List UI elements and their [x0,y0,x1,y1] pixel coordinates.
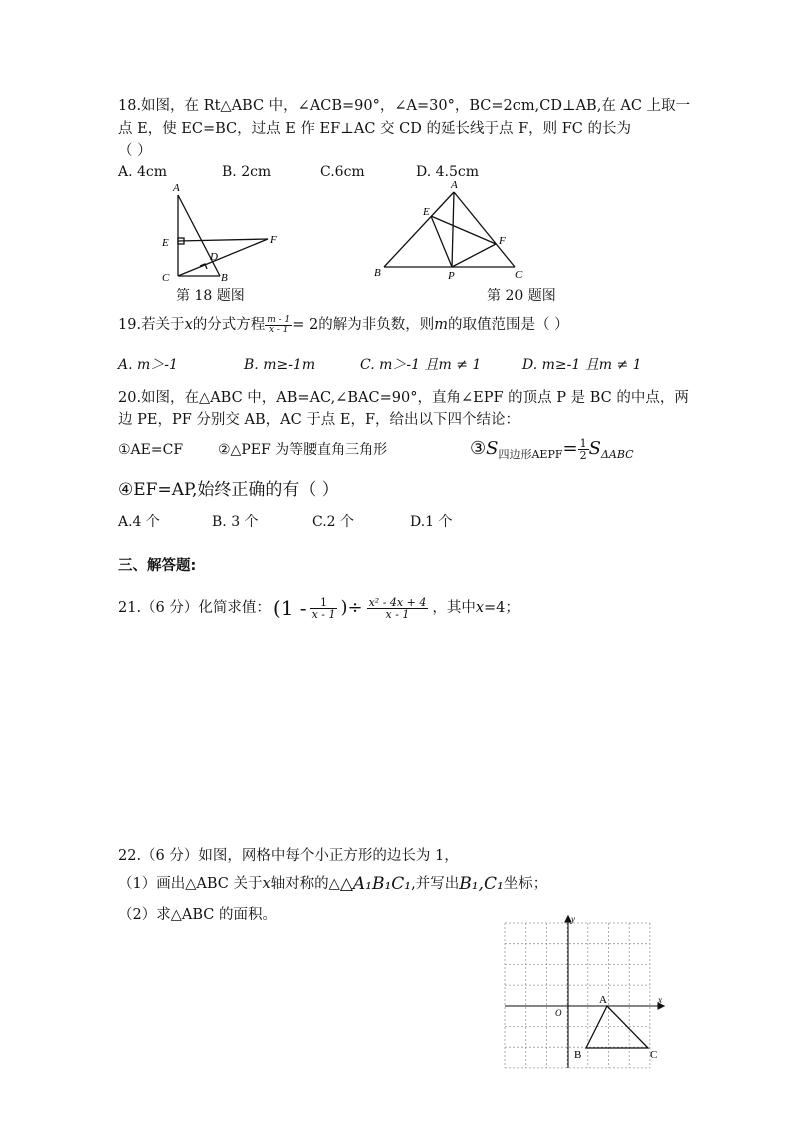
q21-prefix: 21.（6 分）化简求值： [118,600,271,616]
figure-22-grid [500,912,672,1072]
q20-option-b: B. 3 个 [212,514,259,530]
q21-f1-den: x - 1 [311,607,336,621]
q20-option-d: D.1 个 [410,514,453,530]
q20-c3-frac-num: 1 [579,436,587,450]
fig20-segment-pf [452,244,496,267]
q20-option-c: C.2 个 [312,514,355,530]
q18-option-d: D. 4.5cm [416,164,480,180]
q19-suffix: 的取值范围是（ ） [448,317,569,333]
grid-label-origin: O [555,1008,562,1018]
q22-p1-x: x [262,876,271,892]
q20-c3-s2: S [588,438,601,459]
fig18-label-a: A [173,182,180,194]
q20-c3-fraction [578,438,589,461]
q18-option-b: B. 2cm [222,164,272,180]
fig20-label-p: P [448,270,455,282]
q19-eq: = 2的解为非负数，则 [292,317,435,333]
fig20-label-f: F [499,235,506,247]
q22-part1 [118,874,547,894]
q21-fraction-2 [367,597,429,620]
q20-option-a: A.4 个 [118,514,160,530]
q21-var: x [475,600,485,616]
fig20-segment-ap [452,192,454,267]
fig18-label-b: B [221,272,228,284]
q20-c3-frac-den: 2 [579,448,587,462]
fig20-caption: 第 20 题图 [487,288,556,304]
q22-p1-pts: B₁,C₁ [459,874,504,894]
q19-mid: 的分式方程 [192,317,266,333]
q22-line1: 22.（6 分）如图，网格中每个小正方形的边长为 1， [118,848,459,864]
fig18-segment-ab [178,195,220,276]
q22-p1-b: 轴对称的△ [270,876,340,892]
q20-c3-s1: S [486,438,499,459]
q22-part2: （2）求△ABC 的面积。 [118,907,277,923]
q20-c3-sub1: 四边形AEPF [498,448,563,461]
q19-frac-num: m - 1 [267,314,291,325]
q19-var-x: x [184,317,193,333]
q19-fraction [265,316,292,335]
grid-label-c: C [650,1049,658,1061]
grid-label-b: B [574,1049,582,1061]
fig20-label-c: C [515,269,523,281]
q18-option-c: C.6cm [320,164,365,180]
fig20-label-a: A [451,179,458,191]
fig18-label-e: E [162,237,169,249]
q19-option-b: B. m≥-1m [244,357,316,373]
q21-stem [118,588,520,628]
q20-c3-eq: = [562,438,578,459]
q19-stem [118,315,569,335]
q19-option-c: C. m＞-1 且m ≠ 1 [360,357,482,373]
q19-var-m: m [434,317,449,333]
fig18-label-c: C [162,272,170,284]
q20-conclusion-3 [470,432,634,466]
q22-p1-d: 坐标； [503,876,548,892]
fig20-segment-ba [384,192,454,267]
fig18-segment-cf [178,239,268,276]
q21-f2-den: x - 1 [385,607,410,621]
q20-conclusion-4: ④EF=AP,始终正确的有（ ） [118,480,339,500]
grid-label-x: x [658,995,662,1005]
q20-line2: 边 PE，PF 分别交 AB，AC 于点 E，F，给出以下四个结论： [118,412,521,428]
q19-option-a: A. m＞-1 [118,357,178,373]
grid-lines [505,923,650,1068]
q19-option-d: D. m≥-1 且m ≠ 1 [522,357,642,373]
q21-cond: =4； [484,600,520,616]
fig18-label-f: F [270,234,277,246]
grid-label-a: A [599,994,607,1006]
fig20-label-b: B [374,267,381,279]
q22-p1-a: （1）画出△ABC 关于 [118,876,263,892]
section-3-heading: 三、解答题: [118,558,197,574]
q22-p1-c: ,并写出 [411,876,460,892]
q19-prefix: 19.若关于 [118,317,185,333]
figure-18 [150,180,300,285]
q21-fraction-1 [310,597,338,620]
q21-f2-num: x² - 4x + 4 [368,595,427,609]
q18-option-a: A. 4cm [118,164,168,180]
q21-f1-num: 1 [310,597,338,609]
q22-p1-tri: △A₁B₁C₁ [339,874,412,894]
grid-label-y: y [571,914,575,924]
q20-line1: 20.如图，在△ABC 中，AB=AC,∠BAC=90°，直角∠EPF 的顶点 P 是 BC 的中点，两 [118,390,689,406]
q20-c3-mark: ③ [470,438,487,459]
q19-frac-den: x - 1 [268,324,289,335]
q18-line3: （ ） [118,143,152,159]
q21-suffix: ，其中 [432,600,476,616]
q20-conclusion-2: ②△PEF 为等腰直角三角形 [218,442,388,458]
q18-line1: 18.如图，在 Rt△ABC 中，∠ACB=90°，∠A=30°，BC=2cm,CD⊥AB,在 AC 上取一 [118,98,691,114]
q18-line2: 点 E，使 EC=BC，过点 E 作 EF⊥AC 交 CD 的延长线于点 F，则 FC 的长为 [118,121,631,137]
q20-conclusion-1: ①AE=CF [118,442,184,458]
fig20-label-e: E [423,206,430,218]
fig18-label-d: D [210,251,218,263]
q20-c3-sub2: ΔABC [600,448,634,461]
q21-open: (1 - [272,596,307,620]
figure-20 [370,178,540,284]
fig18-caption: 第 18 题图 [176,288,245,304]
triangle-abc [586,1006,648,1048]
fig18-segment-ef [178,239,268,241]
q21-close: )÷ [340,597,363,618]
